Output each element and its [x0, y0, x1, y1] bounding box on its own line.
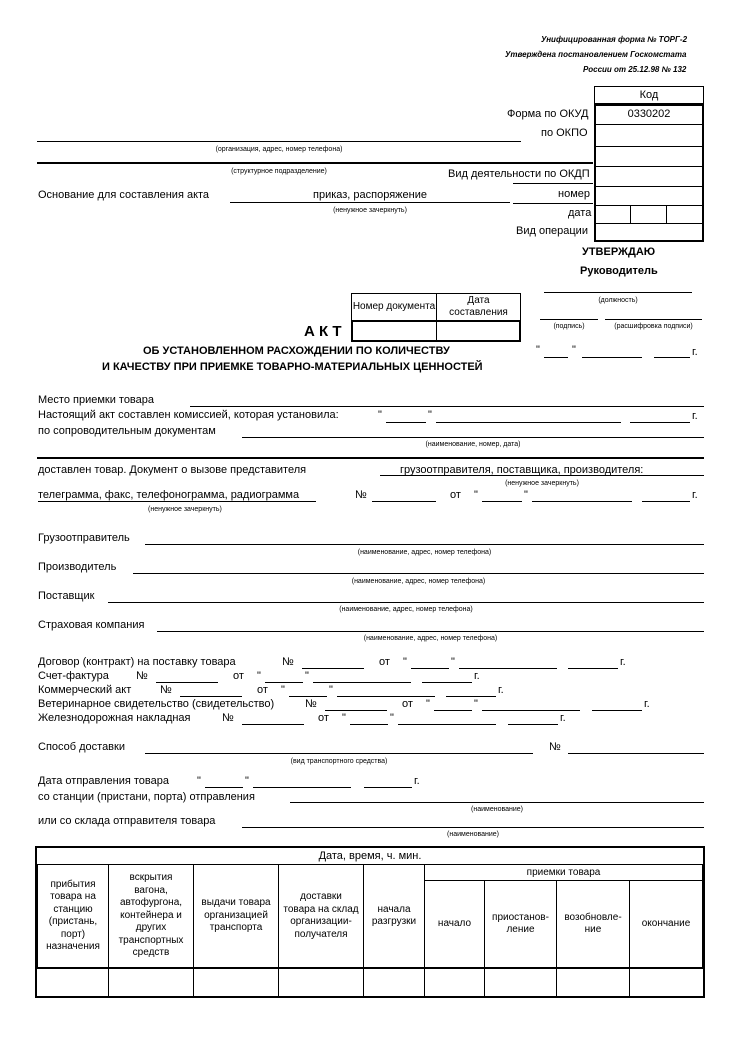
col-acceptance-pause: приостанов-ление [484, 880, 557, 968]
invoice-number-field[interactable] [156, 682, 218, 683]
station-hint: (наименование) [471, 806, 523, 813]
telegram-ot-label: от [450, 489, 461, 501]
insurer-hint: (наименование, адрес, номер телефона) [363, 635, 498, 642]
department-hint: (структурное подразделение) [231, 168, 327, 175]
telegram-number-field[interactable] [372, 501, 436, 502]
accomp-label: по сопроводительным документам [38, 425, 216, 437]
telegram-year-suffix: г. [692, 489, 698, 501]
accomp-field-2[interactable] [37, 457, 704, 459]
rail-quote-close: " [390, 712, 394, 724]
col-acceptance-resume: возобновле-ние [556, 880, 630, 968]
producer-field[interactable] [133, 573, 704, 574]
vet-quote-open: " [426, 698, 430, 710]
warehouse-field[interactable] [242, 827, 704, 828]
telegram-options[interactable]: телеграмма, факс, телефонограмма, радиограмма [38, 489, 300, 501]
rail-month-field[interactable] [398, 724, 496, 725]
supplier-field[interactable] [108, 602, 704, 603]
unload-start-value[interactable] [363, 969, 425, 996]
basis-date-label: дата [568, 207, 592, 219]
act-title: А К Т [304, 323, 342, 340]
contract-year-suffix: г. [620, 656, 626, 668]
approve-year-field[interactable] [654, 357, 690, 358]
contract-ot-label: от [379, 656, 390, 668]
comm-act-no-label: № [160, 684, 172, 696]
approve-year-suffix: г. [692, 346, 698, 358]
col-warehouse-delivery: доставки товара на склад организации-получателя [278, 864, 364, 968]
invoice-ot-label: от [233, 670, 244, 682]
invoice-label: Счет-фактура [38, 670, 109, 682]
comm-act-quote-open: " [281, 684, 285, 696]
arrival-value[interactable] [37, 969, 109, 996]
invoice-day-field[interactable] [265, 682, 303, 683]
basis-label: Основание для составления акта [38, 189, 210, 201]
form-approval: Утверждена постановлением Госкомстата [505, 50, 687, 59]
rail-ot-label: от [318, 712, 329, 724]
delivered-label: доставлен товар. Документ о вызове представителя [38, 464, 307, 476]
invoice-no-label: № [136, 670, 148, 682]
rail-year-field[interactable] [508, 724, 558, 725]
approve-title: УТВЕРЖДАЮ [582, 246, 656, 258]
signature-field[interactable] [540, 319, 598, 320]
invoice-year-field[interactable] [422, 682, 472, 683]
approve-quote-close: " [572, 344, 576, 356]
approve-month-field[interactable] [582, 357, 642, 358]
comm-act-quote-close: " [329, 684, 333, 696]
telegram-hint: (ненужное зачеркнуть) [148, 506, 222, 513]
contract-day-field[interactable] [411, 668, 449, 669]
contract-number-field[interactable] [302, 668, 364, 669]
col-release: выдачи товара организацией транспорта [193, 864, 279, 968]
act-subtitle-2: И КАЧЕСТВУ ПРИ ПРИЕМКЕ ТОВАРНО-МАТЕРИАЛЬНЫХ ЦЕННОСТЕЙ [102, 361, 483, 373]
telegram-day-field[interactable] [482, 501, 522, 502]
shipper-hint: (наименование, адрес, номер телефона) [357, 549, 492, 556]
acceptance-pause-value[interactable] [484, 969, 557, 996]
commission-month-field[interactable] [436, 422, 621, 423]
rail-year-suffix: г. [560, 712, 566, 724]
dispatch-year-suffix: г. [414, 775, 420, 787]
signature-decode-hint: (расшифровка подписи) [614, 323, 693, 330]
accomp-hint: (наименование, номер, дата) [425, 441, 521, 448]
comm-act-day-field[interactable] [289, 696, 327, 697]
telegram-quote-close: " [524, 489, 528, 501]
basis-number-label: номер [558, 188, 590, 200]
dispatch-quote-open: " [197, 775, 201, 787]
telegram-no-label: № [355, 489, 367, 501]
comm-act-label: Коммерческий акт [38, 684, 132, 696]
act-subtitle-1: ОБ УСТАНОВЛЕННОМ РАСХОЖДЕНИИ ПО КОЛИЧЕСТВУ [143, 345, 450, 357]
warehouse-label: или со склада отправителя товара [38, 815, 216, 827]
commission-quote-close: " [428, 409, 432, 421]
contract-no-label: № [282, 656, 294, 668]
vet-quote-close: " [474, 698, 478, 710]
datetime-table-header: Дата, время, ч. мин. [35, 846, 705, 865]
shipper-label: Грузоотправитель [38, 532, 130, 544]
delivery-number-field[interactable] [568, 753, 704, 754]
approve-role: Руководитель [580, 265, 658, 277]
rail-day-field[interactable] [350, 724, 388, 725]
commission-label: Настоящий акт составлен комиссией, которая установила: [38, 409, 339, 421]
commission-day-field[interactable] [386, 422, 426, 423]
commission-quote-open: " [378, 409, 382, 421]
telegram-month-field[interactable] [532, 501, 632, 502]
dispatch-day-field[interactable] [205, 787, 243, 788]
shipper-field[interactable] [145, 544, 704, 545]
dispatch-quote-close: " [245, 775, 249, 787]
doc-number-header: Номер документа [351, 293, 437, 321]
signature-hint: (подпись) [553, 323, 585, 330]
col-acceptance-end: окончание [629, 880, 703, 968]
comm-act-year-field[interactable] [446, 696, 496, 697]
warehouse-hint: (наименование) [447, 831, 499, 838]
operation-type-label: Вид операции [516, 225, 588, 237]
col-arrival: прибытия товара на станцию (пристань, порт) назначения [37, 864, 109, 968]
place-field[interactable] [190, 406, 704, 407]
acceptance-resume-value[interactable] [556, 969, 630, 996]
signature-decode-field[interactable] [605, 319, 702, 320]
form-approval-date: России от 25.12.98 № 132 [583, 65, 687, 74]
sender-options[interactable]: грузоотправителя, поставщика, производителя: [400, 464, 644, 476]
position-hint: (должность) [598, 297, 638, 304]
approve-quote-open: " [536, 344, 540, 356]
warehouse-delivery-value[interactable] [278, 969, 364, 996]
organization-hint: (организация, адрес, номер телефона) [215, 146, 343, 153]
supplier-hint: (наименование, адрес, номер телефона) [339, 606, 473, 613]
comm-act-number-field[interactable] [180, 696, 242, 697]
delivery-method-hint: (вид транспортного средства) [290, 758, 388, 765]
telegram-year-field[interactable] [642, 501, 690, 502]
doc-number-field[interactable] [352, 322, 436, 340]
commission-year-field[interactable] [630, 422, 690, 423]
acceptance-start-value[interactable] [424, 969, 485, 996]
vet-month-field[interactable] [482, 710, 580, 711]
telegram-quote-open: " [474, 489, 478, 501]
rail-number-field[interactable] [242, 724, 304, 725]
invoice-year-suffix: г. [474, 670, 480, 682]
dispatch-date-label: Дата отправления товара [38, 775, 169, 787]
approve-day-field[interactable] [544, 357, 568, 358]
contract-quote-open: " [403, 656, 407, 668]
department-field[interactable] [37, 162, 593, 164]
basis-value[interactable]: приказ, распоряжение [313, 189, 427, 201]
insurer-field[interactable] [157, 631, 704, 632]
form-name: Унифицированная форма № ТОРГ-2 [541, 35, 688, 44]
invoice-month-field[interactable] [313, 682, 411, 683]
vet-year-field[interactable] [592, 710, 642, 711]
vet-day-field[interactable] [434, 710, 472, 711]
station-field[interactable] [290, 802, 704, 803]
station-label: со станции (пристани, порта) отправления [38, 791, 255, 803]
insurer-label: Страховая компания [38, 619, 145, 631]
comm-act-year-suffix: г. [498, 684, 504, 696]
doc-date-header: Дата составления [436, 293, 521, 321]
supplier-label: Поставщик [38, 590, 95, 602]
vet-year-suffix: г. [644, 698, 650, 710]
organization-field[interactable] [37, 141, 521, 142]
dispatch-year-field[interactable] [364, 787, 412, 788]
rail-no-label: № [222, 712, 234, 724]
sender-hint: (ненужное зачеркнуть) [505, 480, 579, 487]
code-header: Код [594, 86, 704, 104]
release-value[interactable] [193, 969, 279, 996]
place-label: Место приемки товара [38, 394, 155, 406]
contract-year-field[interactable] [568, 668, 618, 669]
okud-code[interactable]: 0330202 [594, 104, 704, 125]
code-box [594, 104, 704, 242]
commission-year-suffix: г. [692, 410, 698, 422]
contract-month-field[interactable] [459, 668, 557, 669]
vet-ot-label: от [402, 698, 413, 710]
producer-label: Производитель [38, 561, 117, 573]
contract-quote-close: " [451, 656, 455, 668]
rail-quote-open: " [342, 712, 346, 724]
invoice-quote-close: " [305, 670, 309, 682]
col-opening: вскрытия вагона, автофургона, контейнера и других транспортных средств [108, 864, 194, 968]
position-field[interactable] [544, 292, 692, 293]
producer-hint: (наименование, адрес, номер телефона) [351, 578, 486, 585]
okud-label: Форма по ОКУД [507, 108, 589, 120]
vet-no-label: № [305, 698, 317, 710]
invoice-quote-open: " [257, 670, 261, 682]
accomp-field[interactable] [242, 437, 704, 438]
comm-act-ot-label: от [257, 684, 268, 696]
doc-date-field[interactable] [437, 322, 520, 340]
delivery-method-field[interactable] [145, 753, 533, 754]
delivery-no-label: № [549, 741, 561, 753]
okdp-label: Вид деятельности по ОКДП [448, 168, 590, 180]
vet-number-field[interactable] [325, 710, 387, 711]
rail-label: Железнодорожная накладная [38, 712, 191, 724]
comm-act-month-field[interactable] [337, 696, 435, 697]
contract-label: Договор (контракт) на поставку товара [38, 656, 236, 668]
col-unload-start: начала разгрузки [363, 864, 425, 968]
vet-label: Ветеринарное свидетельство (свидетельство) [38, 698, 275, 710]
okpo-label: по ОКПО [541, 127, 588, 139]
basis-hint: (ненужное зачеркнуть) [333, 207, 407, 214]
col-acceptance-start: начало [424, 880, 485, 968]
delivery-method-label: Способ доставки [38, 741, 125, 753]
dispatch-month-field[interactable] [253, 787, 351, 788]
acceptance-end-value[interactable] [629, 969, 703, 996]
col-acceptance: приемки товара [424, 864, 703, 881]
opening-value[interactable] [108, 969, 194, 996]
